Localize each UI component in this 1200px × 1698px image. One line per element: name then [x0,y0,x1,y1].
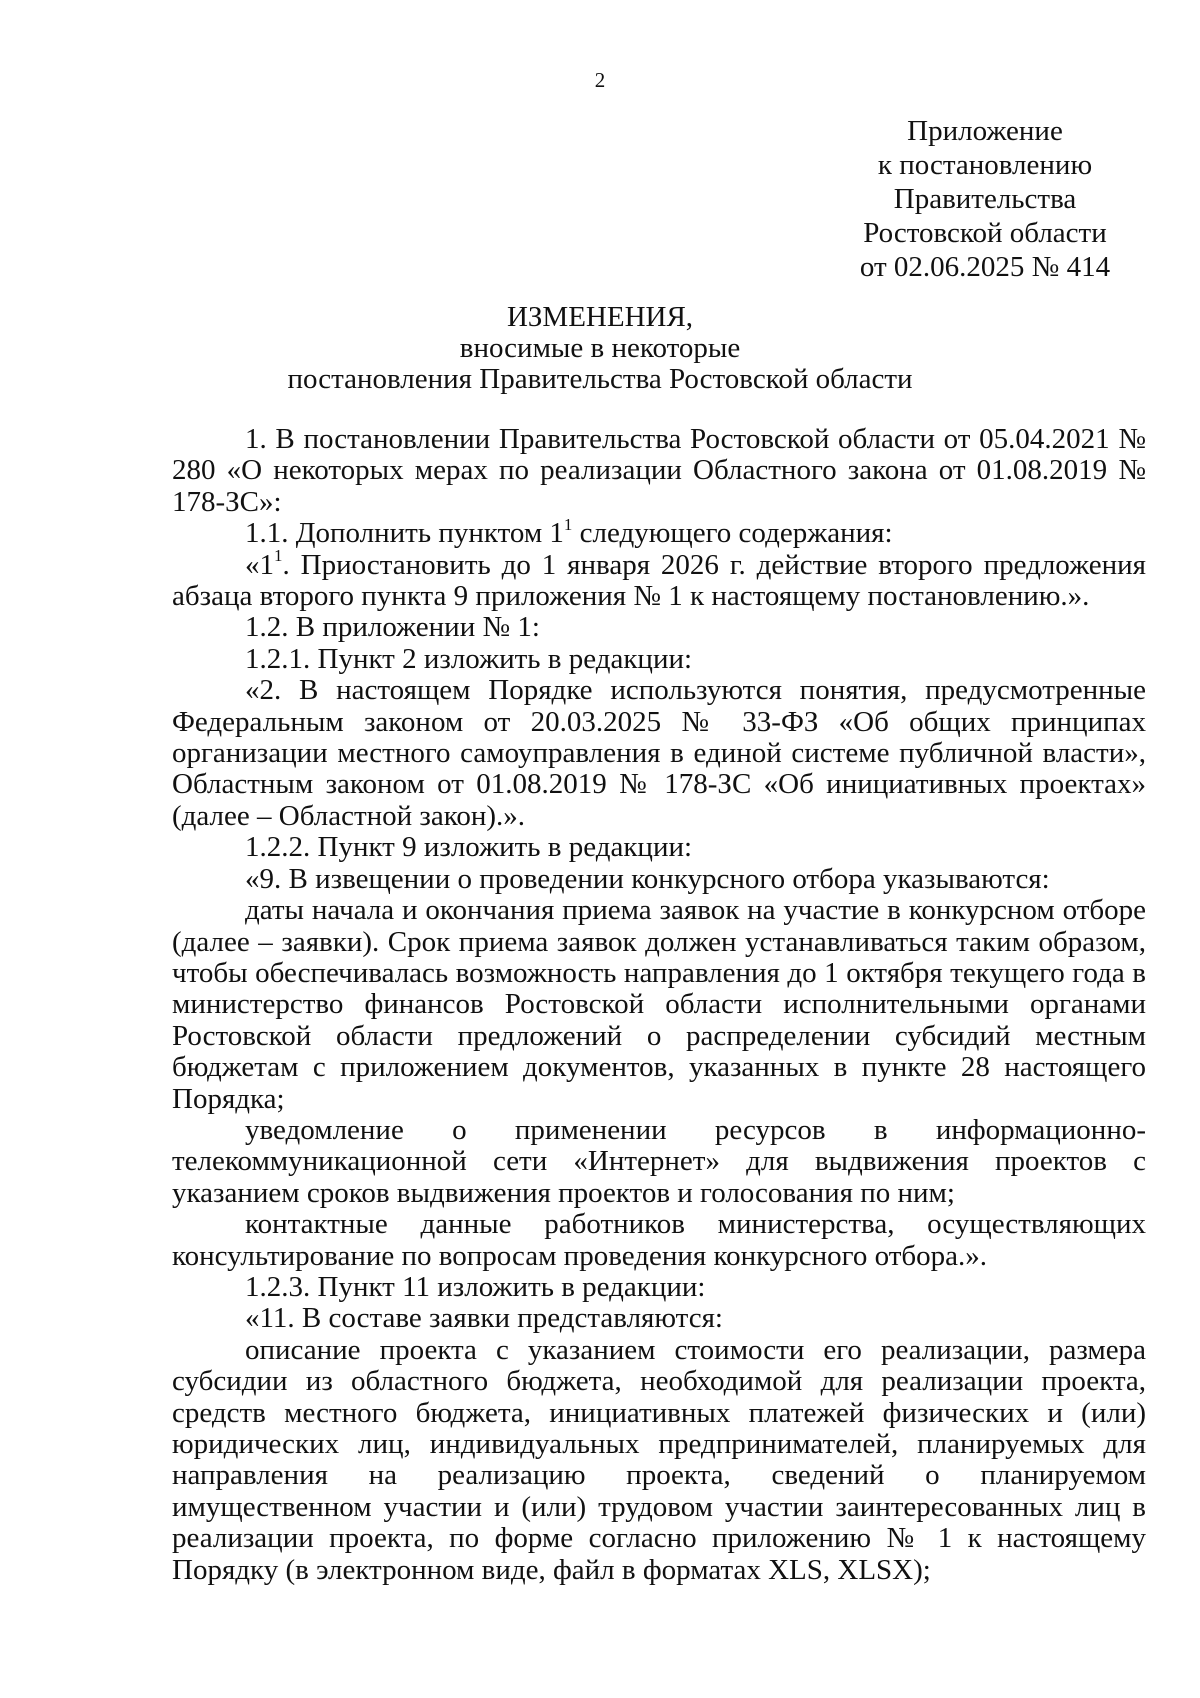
paragraph: 1. В постановлении Правительства Ростовской области от 05.04.2021 № 280 «О некоторых мерах по реализации Областного закона от 01.08.2019 № 178-ЗС»: [172,423,1146,518]
paragraph: «9. В извещении о проведении конкурсного отбора указываются: [245,862,1050,895]
paragraph-text: следующего содержания: [572,517,893,550]
superscript: 1 [563,514,573,534]
paragraph [172,514,1146,550]
paragraph: 1.2. В приложении № 1: [245,611,540,644]
paragraph-text: 1.1. Дополнить пунктом 1 [245,517,564,550]
page-number: 2 [594,68,606,92]
paragraph: даты начала и окончания приема заявок на участие в конкурсном отборе (далее – заявки). Срок приема заявок должен устанавливаться таким образом, чтобы обеспечивалась возможность направления до 1 октября текущего года в министерство финансов Ростовской области исполнительными органами Ростовской области предложений о распределении субсидий местным бюджетам с приложением документов, указанных в пункте 28 настоящего Порядка; [172,894,1146,1115]
superscript: 1 [274,545,283,565]
paragraph: 1.2.3. Пункт 11 изложить в редакции: [245,1270,706,1303]
paragraph: 1.2.2. Пункт 9 изложить в редакции: [245,831,693,864]
paragraph [172,545,1146,613]
title-heading: ИЗМЕНЕНИЯ, [506,301,694,333]
paragraph: «11. В составе заявки представляются: [245,1302,723,1335]
appendix-line: к постановлению [877,149,1093,181]
appendix-line: Ростовской области [863,217,1107,249]
document-body [172,424,1146,1586]
appendix-line: от 02.06.2025 № 414 [859,251,1111,283]
title-subline: постановления Правительства Ростовской области [287,363,913,395]
title-subline: вносимые в некоторые [459,332,741,364]
paragraph-text: . Приостановить до 1 января 2026 г. действие второго предложения абзаца второго пункта 9 приложения № 1 к настоящему постановлению.». [172,548,1146,613]
paragraph: контактные данные работников министерства, осуществляющих консультирование по вопросам проведения конкурсного отбора.». [172,1208,1146,1272]
paragraph: описание проекта с указанием стоимости его реализации, размера субсидии из областного бюджета, необходимой для реализации проекта, средств местного бюджета, инициативных платежей физических и (или) юридических лиц, индивидуальных предпринимателей, планируемых для направления на реализацию проекта, сведений о планируемом имущественном участии и (или) трудовом участии заинтересованных лиц в реализации проекта, по форме согласно приложению № 1 к настоящему Порядку (в электронном виде, файл в форматах XLS, XLSX); [172,1333,1146,1586]
paragraph: 1.2.1. Пункт 2 изложить в редакции: [245,642,693,675]
appendix-block [835,114,1135,284]
paragraph: уведомление о применении ресурсов в информационно-телекоммуникационной сети «Интернет» для выдвижения проектов с указанием сроков выдвижения проектов и голосования по ним; [172,1113,1146,1209]
document-title [0,302,1200,395]
appendix-line: Приложение [907,115,1063,147]
paragraph: «2. В настоящем Порядке используются понятия, предусмотренные Федеральным законом от 20.03.2025 № 33-ФЗ «Об общих принципах организации местного самоуправления в единой системе публичной власти», Областным законом от 01.08.2019 № 178-ЗС «Об инициативных проектах» (далее – Областной закон).». [172,674,1146,832]
appendix-line: Правительства [893,183,1077,215]
paragraph-text: «1 [245,548,274,581]
